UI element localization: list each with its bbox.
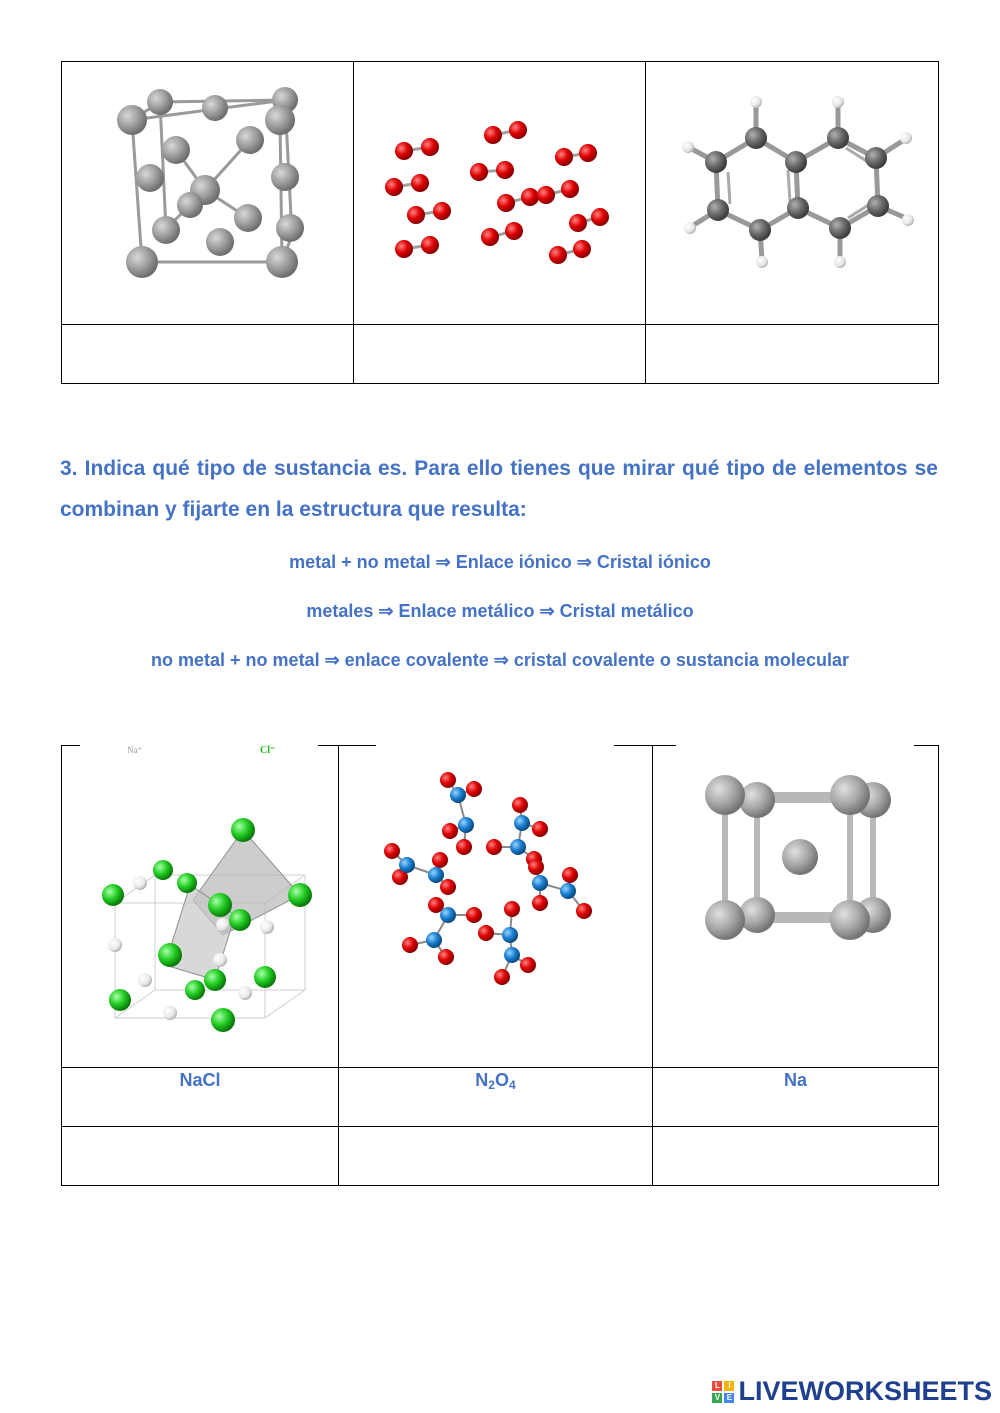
table2-hline-1 <box>61 1067 939 1068</box>
formula-n2o4-n: N <box>475 1070 489 1090</box>
liveworksheets-logo-icon <box>712 1381 734 1403</box>
crystal-structure-gray-image <box>110 80 310 280</box>
rule-covalent: no metal + no metal ⇒ enlace covalente ⇒ cristal covalente o sustancia molecular <box>151 650 849 670</box>
table2-hline-3 <box>61 1185 939 1186</box>
table2-answer-cell-3[interactable] <box>653 1127 938 1185</box>
naphthalene-molecule-image <box>678 90 918 270</box>
nacl-crystal-image <box>95 815 325 1040</box>
formula-nacl: NaCl <box>179 1070 221 1090</box>
table2-vline-1 <box>61 745 62 1186</box>
formula-n2o4-sub-4: 4 <box>509 1078 516 1092</box>
table2-vline-2 <box>338 745 339 1186</box>
logo-tile-v: V <box>712 1393 722 1403</box>
formula-na: Na <box>783 1070 807 1090</box>
question-3-text: 3. Indica qué tipo de sustancia es. Para ello tienes que mirar qué tipo de elementos se combinan y fijarte en la estructura que resulta: <box>60 457 938 521</box>
table2-answer-cell-2[interactable] <box>339 1127 652 1185</box>
formula-n2o4 <box>339 1070 652 1092</box>
liveworksheets-brand-text: LIVEWORKSHEETS <box>738 1376 992 1406</box>
table2-top-border-left <box>61 745 80 746</box>
formula-n2o4-sub-2: 2 <box>488 1078 495 1092</box>
table2-top-border-mid-right <box>614 745 676 746</box>
table1-answer-cell-3[interactable] <box>645 324 939 384</box>
logo-tile-i: I <box>724 1381 734 1391</box>
sodium-bcc-crystal-image <box>695 765 905 955</box>
logo-tile-l: L <box>712 1381 722 1391</box>
rule-metallic: metales ⇒ Enlace metálico ⇒ Cristal metálico <box>306 601 694 621</box>
liveworksheets-logo[interactable] <box>712 1376 992 1407</box>
formula-n2o4-o: O <box>494 1070 509 1090</box>
rule-ionic: metal + no metal ⇒ Enlace iónico ⇒ Cristal iónico <box>289 552 711 572</box>
logo-tile-e: E <box>724 1393 734 1403</box>
table2-vline-3 <box>652 745 653 1186</box>
oxygen-molecules-image <box>380 115 620 275</box>
cl-ion-label: Cl⁻ <box>260 745 276 756</box>
table2-top-border-right <box>914 745 938 746</box>
n2o4-molecules-image <box>380 765 610 995</box>
table1-answer-cell-2[interactable] <box>353 324 646 384</box>
na-ion-label: Na⁺ <box>127 745 143 755</box>
table2-vline-4 <box>938 745 939 1186</box>
table1-answer-cell-1[interactable] <box>61 324 354 384</box>
table2-answer-cell-1[interactable] <box>62 1127 338 1185</box>
table2-top-border-mid-left <box>318 745 376 746</box>
